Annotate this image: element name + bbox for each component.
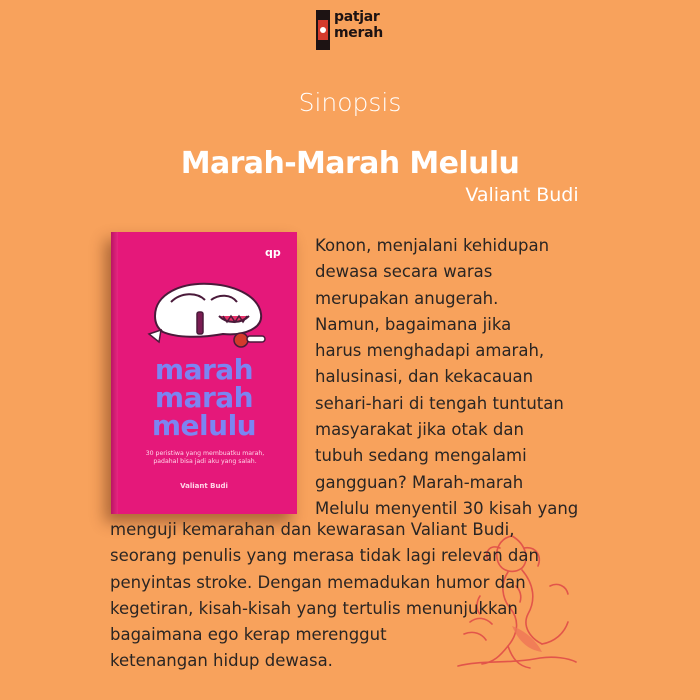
cover-title-line: melulu: [151, 409, 257, 442]
synopsis-line: seorang penulis yang merasa tidak lagi relevan dan: [110, 546, 539, 566]
synopsis-line: sehari-hari di tengah tuntutan: [315, 393, 564, 413]
synopsis-line: penyintas stroke. Dengan memadukan humor dan: [110, 572, 526, 592]
synopsis-line: harus menghadapi amarah,: [315, 341, 545, 361]
cover-subtitle: [127, 450, 283, 466]
publisher-logo: [316, 10, 406, 58]
synopsis-line: merupakan anugerah.: [315, 288, 499, 308]
cover-author: Valiant Budi: [180, 482, 228, 490]
synopsis-text-full-width: [110, 517, 695, 675]
cover-title: [111, 353, 297, 442]
synopsis-line: Namun, bagaimana jika: [315, 314, 512, 334]
synopsis-line: dewasa secara waras: [315, 262, 493, 282]
synopsis-line: halusinasi, dan kekacauan: [315, 367, 534, 387]
sleeping-dog-illustration-icon: [141, 272, 271, 352]
patjar-merah-logo-mark-icon: [316, 10, 330, 50]
synopsis-line: kegetiran, kisah-kisah yang tertulis menunjukkan: [110, 598, 518, 618]
cover-title-line: marah: [154, 353, 254, 386]
logo-line-2: merah: [334, 25, 383, 41]
cover-title-line: marah: [154, 381, 254, 414]
logo-line-1: patjar: [334, 9, 380, 25]
logo-wordmark: [334, 9, 383, 41]
book-title: Marah-Marah Melulu: [180, 146, 520, 181]
synopsis-line: Konon, menjalani kehidupan: [315, 236, 550, 255]
synopsis-line: tubuh sedang mengalami: [315, 446, 527, 466]
author-name: Valiant Budi: [465, 184, 579, 206]
cover-subtitle-line: padahal bisa jadi aku yang salah.: [153, 458, 257, 465]
synopsis-line: ketenangan hidup dewasa.: [110, 651, 333, 671]
synopsis-line: Melulu menyentil 30 kisah yang: [315, 498, 579, 518]
synopsis-line: bagaimana ego kerap merenggut: [110, 625, 387, 645]
synopsis-line: masyarakat jika otak dan: [315, 420, 524, 440]
cover-subtitle-line: 30 peristiwa yang membuatku marah,: [145, 450, 265, 457]
synopsis-line: gangguan? Marah-marah: [315, 472, 524, 492]
synopsis-line: menguji kemarahan dan kewarasan Valiant Budi,: [110, 520, 515, 539]
book-cover: [111, 232, 297, 514]
section-label: Sinopsis: [298, 88, 402, 117]
cover-publisher-mark: qp: [265, 246, 281, 259]
synopsis-text-beside-cover: [315, 233, 695, 522]
